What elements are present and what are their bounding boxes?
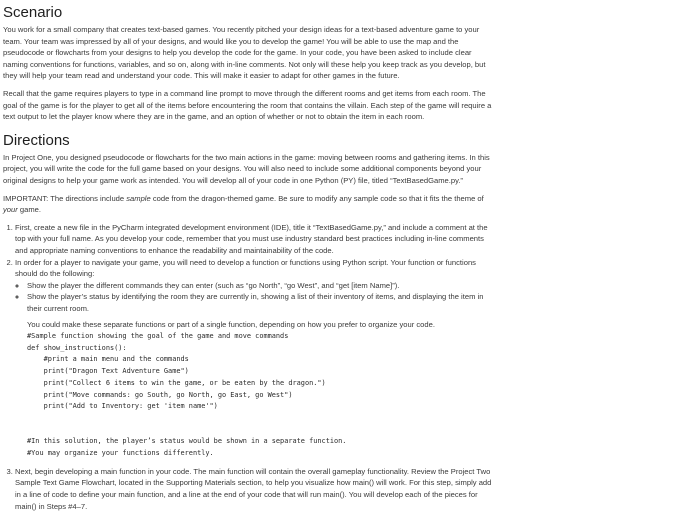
- important-text-c: code from the dragon-themed game. Be sure to modify any sample code so that it fits the theme of: [150, 193, 484, 203]
- important-text-e: game.: [17, 205, 41, 215]
- directions-steps-list: [3, 222, 497, 512]
- step-2: [15, 257, 497, 460]
- document-page: [3, 4, 497, 512]
- step-1: [15, 222, 497, 257]
- substep-commands-text: Show the player the different commands they can enter (such as “go North”, “go West”, and “get [item Name]”).: [27, 280, 400, 290]
- step-1-text: First, create a new file in the PyCharm integrated development environment (IDE), title it “TextBasedGame.py,” and include a comment at the top with your full name. As you develop your code, remember that you must use industry standard best practices including in-line comments and appropriate naming conventions to enhance the readability and maintainability of the code.: [15, 222, 488, 255]
- separate-functions-note: You could make these separate functions or part of a single function, depending on how you prefer to organize your code.: [27, 320, 435, 330]
- important-text-a: IMPORTANT: The directions include: [3, 193, 127, 203]
- substep-status: [27, 291, 497, 314]
- scenario-heading: Scenario: [3, 4, 63, 21]
- scenario-paragraph-1: You work for a small company that creates text-based games. You recently pitched your design ideas for a text-based adventure game to your team. Your team was impressed by all of your designs, and would like you to develop the game! You will be able to use the map and the pseudocode or flowcharts from your designs to help you develop the code for the game. In your code, you have been asked to include clear naming conventions for functions, variables, and so on, along with in-line comments. Not only will these help you keep track as you develop, but they will help your team read and understand your code. This will make it easier to adapt for other games in the future.: [3, 25, 486, 81]
- important-text-your: your: [3, 205, 18, 215]
- sample-code-block: #Sample function showing the goal of the game and move commands def show_instructions(): #print a main menu and the commands print("Dragon Text Adventure Game") print("Collect 6 items to win the game, or be eaten by the dragon.") print("Move commands: go South, go North, go East, go West") print("Add to Inventory: get 'item name'") #In this solution, the player’s status would be shown in a separate function. #You may organize your functions differently.: [27, 332, 347, 458]
- substep-commands: [27, 280, 497, 292]
- step-3: [15, 466, 497, 512]
- important-text-sample: sample: [126, 193, 151, 203]
- substep-status-text: Show the player’s status by identifying the room they are currently in, showing a list of their inventory of items, and displaying the item in their current room.: [27, 292, 484, 313]
- step-2-text: In order for a player to navigate your game, you will need to develop a function or functions using Python script. Your function or functions should do the following:: [15, 257, 476, 279]
- step-3-text: Next, begin developing a main function in your code. The main function will contain the overall gameplay functionality. Review the Project Two Sample Text Game Flowchart, located in the Supporting Materials section, to help you visualize how main() will work. For this step, simply add in a line of code to define your main function, and a line at the end of your code that will run main(). You will develop each of the pieces for main() in Steps #4–7.: [15, 466, 492, 511]
- scenario-paragraph-2: Recall that the game requires players to type in a command line prompt to move through the different rooms and get items from each room. The goal of the game is for the player to get all of the items before encountering the room that contains the villain. Each step of the game will require a text output to let the player know where they are in the game, and an option of whether or not to obtain the item in each room.: [3, 88, 492, 122]
- directions-heading: Directions: [3, 131, 70, 149]
- important-note: [3, 193, 497, 216]
- directions-paragraph-1: In Project One, you designed pseudocode or flowcharts for the two main actions in the game: moving between rooms and gathering items. In this project, you will write the code for the full game based on your designs. You will also need to include some additional components beyond your original designs to help your game work as intended. You will develop all of your code in one Python (PY) file, titled “TextBasedGame.py.”: [3, 152, 490, 185]
- step-2-sublist: [15, 280, 497, 315]
